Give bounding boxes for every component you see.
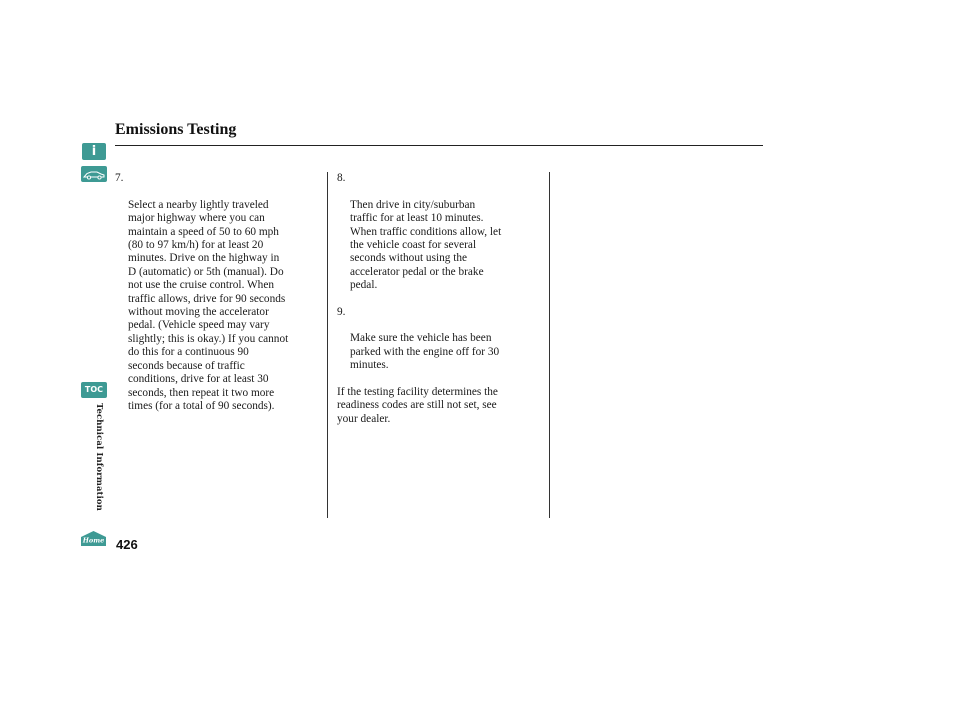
step-number: 7. [115, 172, 124, 184]
step-text: Select a nearby lightly traveled major highway where you can maintain a speed of 50 to 60 mph (80 to 97 km/h) for at least 20 minutes. Drive on the highway in D (automatic) or 5th (manual). Do not use the cruise control. When traffic allows, drive for 90 seconds without moving the accelerator pedal. (Vehicle speed may vary slightly; this is okay.) If you cannot do this for a continuous 90 seconds because of traffic conditions, drive for at least 30 seconds, then repeat it two more times (for a total of 90 seconds). [128, 198, 289, 412]
column-left [115, 172, 321, 413]
step-7 [115, 172, 321, 413]
home-button[interactable] [80, 530, 107, 547]
home-icon [80, 530, 107, 547]
step-number: 8. [337, 172, 346, 184]
step-text: Make sure the vehicle has been parked with the engine off for 30 minutes. [350, 332, 500, 372]
home-label: Home [82, 536, 105, 545]
info-glyph: i [91, 144, 97, 159]
toc-button[interactable] [81, 382, 107, 398]
column-divider [549, 172, 550, 518]
car-index-icon[interactable] [81, 166, 107, 182]
step-9 [337, 306, 537, 373]
step-8 [337, 172, 537, 293]
step-text: Then drive in city/suburban traffic for at least 10 minutes. When traffic conditions allow, let the vehicle coast for several seconds without using the accelerator pedal or the brake pedal. [350, 198, 502, 292]
section-label: Technical Information [94, 403, 104, 511]
car-icon [81, 166, 107, 182]
step-number: 9. [337, 305, 346, 318]
title-divider [115, 145, 763, 146]
closing-paragraph: If the testing facility determines the readiness codes are still not set, see your dealer. [337, 385, 498, 425]
info-icon[interactable] [82, 143, 106, 160]
column-divider [327, 172, 328, 518]
toc-icon: TOC [84, 385, 104, 394]
column-middle [337, 172, 537, 426]
page-title: Emissions Testing [115, 121, 237, 138]
page-number: 426 [116, 537, 138, 552]
